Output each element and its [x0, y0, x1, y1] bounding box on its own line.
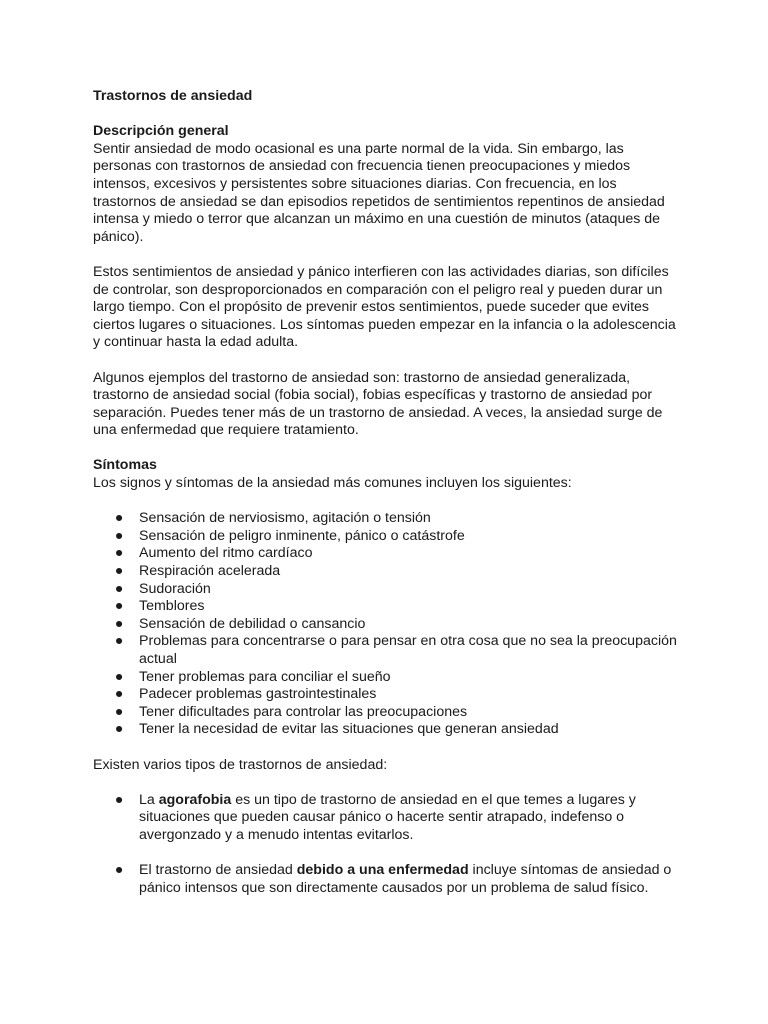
list-item — [93, 528, 678, 546]
bullet-icon: ● — [114, 703, 124, 720]
list-item — [93, 633, 678, 668]
symptom-text: Tener la necesidad de evitar las situaciones que generan ansiedad — [139, 721, 559, 738]
symptom-text: Padecer problemas gastrointestinales — [139, 686, 377, 703]
types-intro: Existen varios tipos de trastornos de ansiedad: — [93, 756, 388, 773]
list-item — [93, 581, 678, 599]
types-list — [93, 792, 678, 898]
document-title: Trastornos de ansiedad — [93, 88, 253, 104]
symptom-text: Respiración acelerada — [139, 563, 281, 580]
symptom-text: Aumento del ritmo cardíaco — [139, 545, 313, 562]
symptom-text: Sensación de debilidad o cansancio — [139, 615, 366, 632]
bullet-icon: ● — [114, 598, 124, 615]
symptom-text: Tener problemas para conciliar el sueño — [139, 668, 391, 685]
bullet-icon: ● — [114, 527, 124, 544]
list-item — [93, 721, 678, 739]
symptom-text: Sudoración — [139, 580, 211, 597]
list-item — [93, 704, 678, 722]
list-item-illness-anxiety — [93, 862, 678, 897]
symptom-text: Problemas para concentrarse o para pensar en otra cosa que no sea la preocupación actual — [139, 633, 677, 667]
document-page — [93, 88, 678, 915]
symptoms-heading: Síntomas — [93, 457, 157, 474]
type-name: debido a una enfermedad — [296, 862, 469, 879]
bullet-icon: ● — [114, 580, 124, 597]
overview-paragraph-3: Algunos ejemplos del trastorno de ansiedad son: trastorno de ansiedad generalizada, trastorno de ansiedad social (fobia social), fobias específicas y trastorno de ansiedad por separación. Puedes tener más de un trastorno de ansiedad. A veces, la ansiedad surge de una enfermedad que requiere tratamiento. — [93, 369, 663, 439]
bullet-icon: ● — [114, 615, 124, 632]
list-item-agoraphobia — [93, 792, 678, 845]
list-item — [93, 545, 678, 563]
bullet-icon: ● — [114, 563, 124, 580]
symptom-text: Sensación de nerviosismo, agitación o tensión — [139, 510, 431, 527]
type-text-after: es un tipo de trastorno de ansiedad en el que temes a lugares y situaciones que pueden causar pánico o hacerte sentir atrapado, indefenso o avergonzado y a menudo intentas evitarlos. — [139, 791, 636, 843]
bullet-icon: ● — [114, 668, 124, 685]
list-item — [93, 510, 678, 528]
symptoms-list — [93, 510, 678, 739]
type-text-before: El trastorno de ansiedad — [139, 862, 297, 879]
list-item — [93, 616, 678, 634]
symptom-text: Temblores — [139, 598, 205, 615]
list-item — [93, 686, 678, 704]
bullet-icon: ● — [114, 510, 124, 527]
bullet-icon: ● — [114, 862, 124, 879]
symptom-text: Tener dificultades para controlar las preocupaciones — [139, 703, 468, 720]
bullet-icon: ● — [114, 791, 124, 808]
bullet-icon: ● — [114, 686, 124, 703]
type-text-before: La — [139, 791, 159, 808]
symptoms-intro: Los signos y síntomas de la ansiedad más comunes incluyen los siguientes: — [93, 475, 572, 492]
bullet-icon: ● — [114, 721, 124, 738]
list-item — [93, 563, 678, 581]
overview-paragraph-2: Estos sentimientos de ansiedad y pánico interfieren con las actividades diarias, son difíciles de controlar, son desproporcionados en comparación con el peligro real y pueden durar un largo tiempo. Con el propósito de prevenir estos sentimientos, puede suceder que evites ciertos lugares o situaciones. Los síntomas pueden empezar en la infancia o la adolescencia y continuar hasta la edad adulta. — [93, 263, 676, 351]
overview-paragraph-1: Sentir ansiedad de modo ocasional es una parte normal de la vida. Sin embargo, las personas con trastornos de ansiedad con frecuencia tienen preocupaciones y miedos intensos, excesivos y persistentes sobre situaciones diarias. Con frecuencia, en los trastornos de ansiedad se dan episodios repetidos de sentimientos repentinos de ansiedad intensa y miedo o terror que alcanzan un máximo en una cuestión de minutos (ataques de pánico). — [93, 140, 665, 245]
type-text-after: incluye síntomas de ansiedad o pánico intensos que son directamente causados por un problema de salud físico. — [139, 862, 672, 896]
type-name: agorafobia — [158, 791, 232, 808]
symptom-text: Sensación de peligro inminente, pánico o catástrofe — [139, 527, 465, 544]
bullet-icon: ● — [114, 633, 124, 650]
list-item — [93, 598, 678, 616]
list-item — [93, 669, 678, 687]
bullet-icon: ● — [114, 545, 124, 562]
overview-heading: Descripción general — [93, 123, 229, 140]
